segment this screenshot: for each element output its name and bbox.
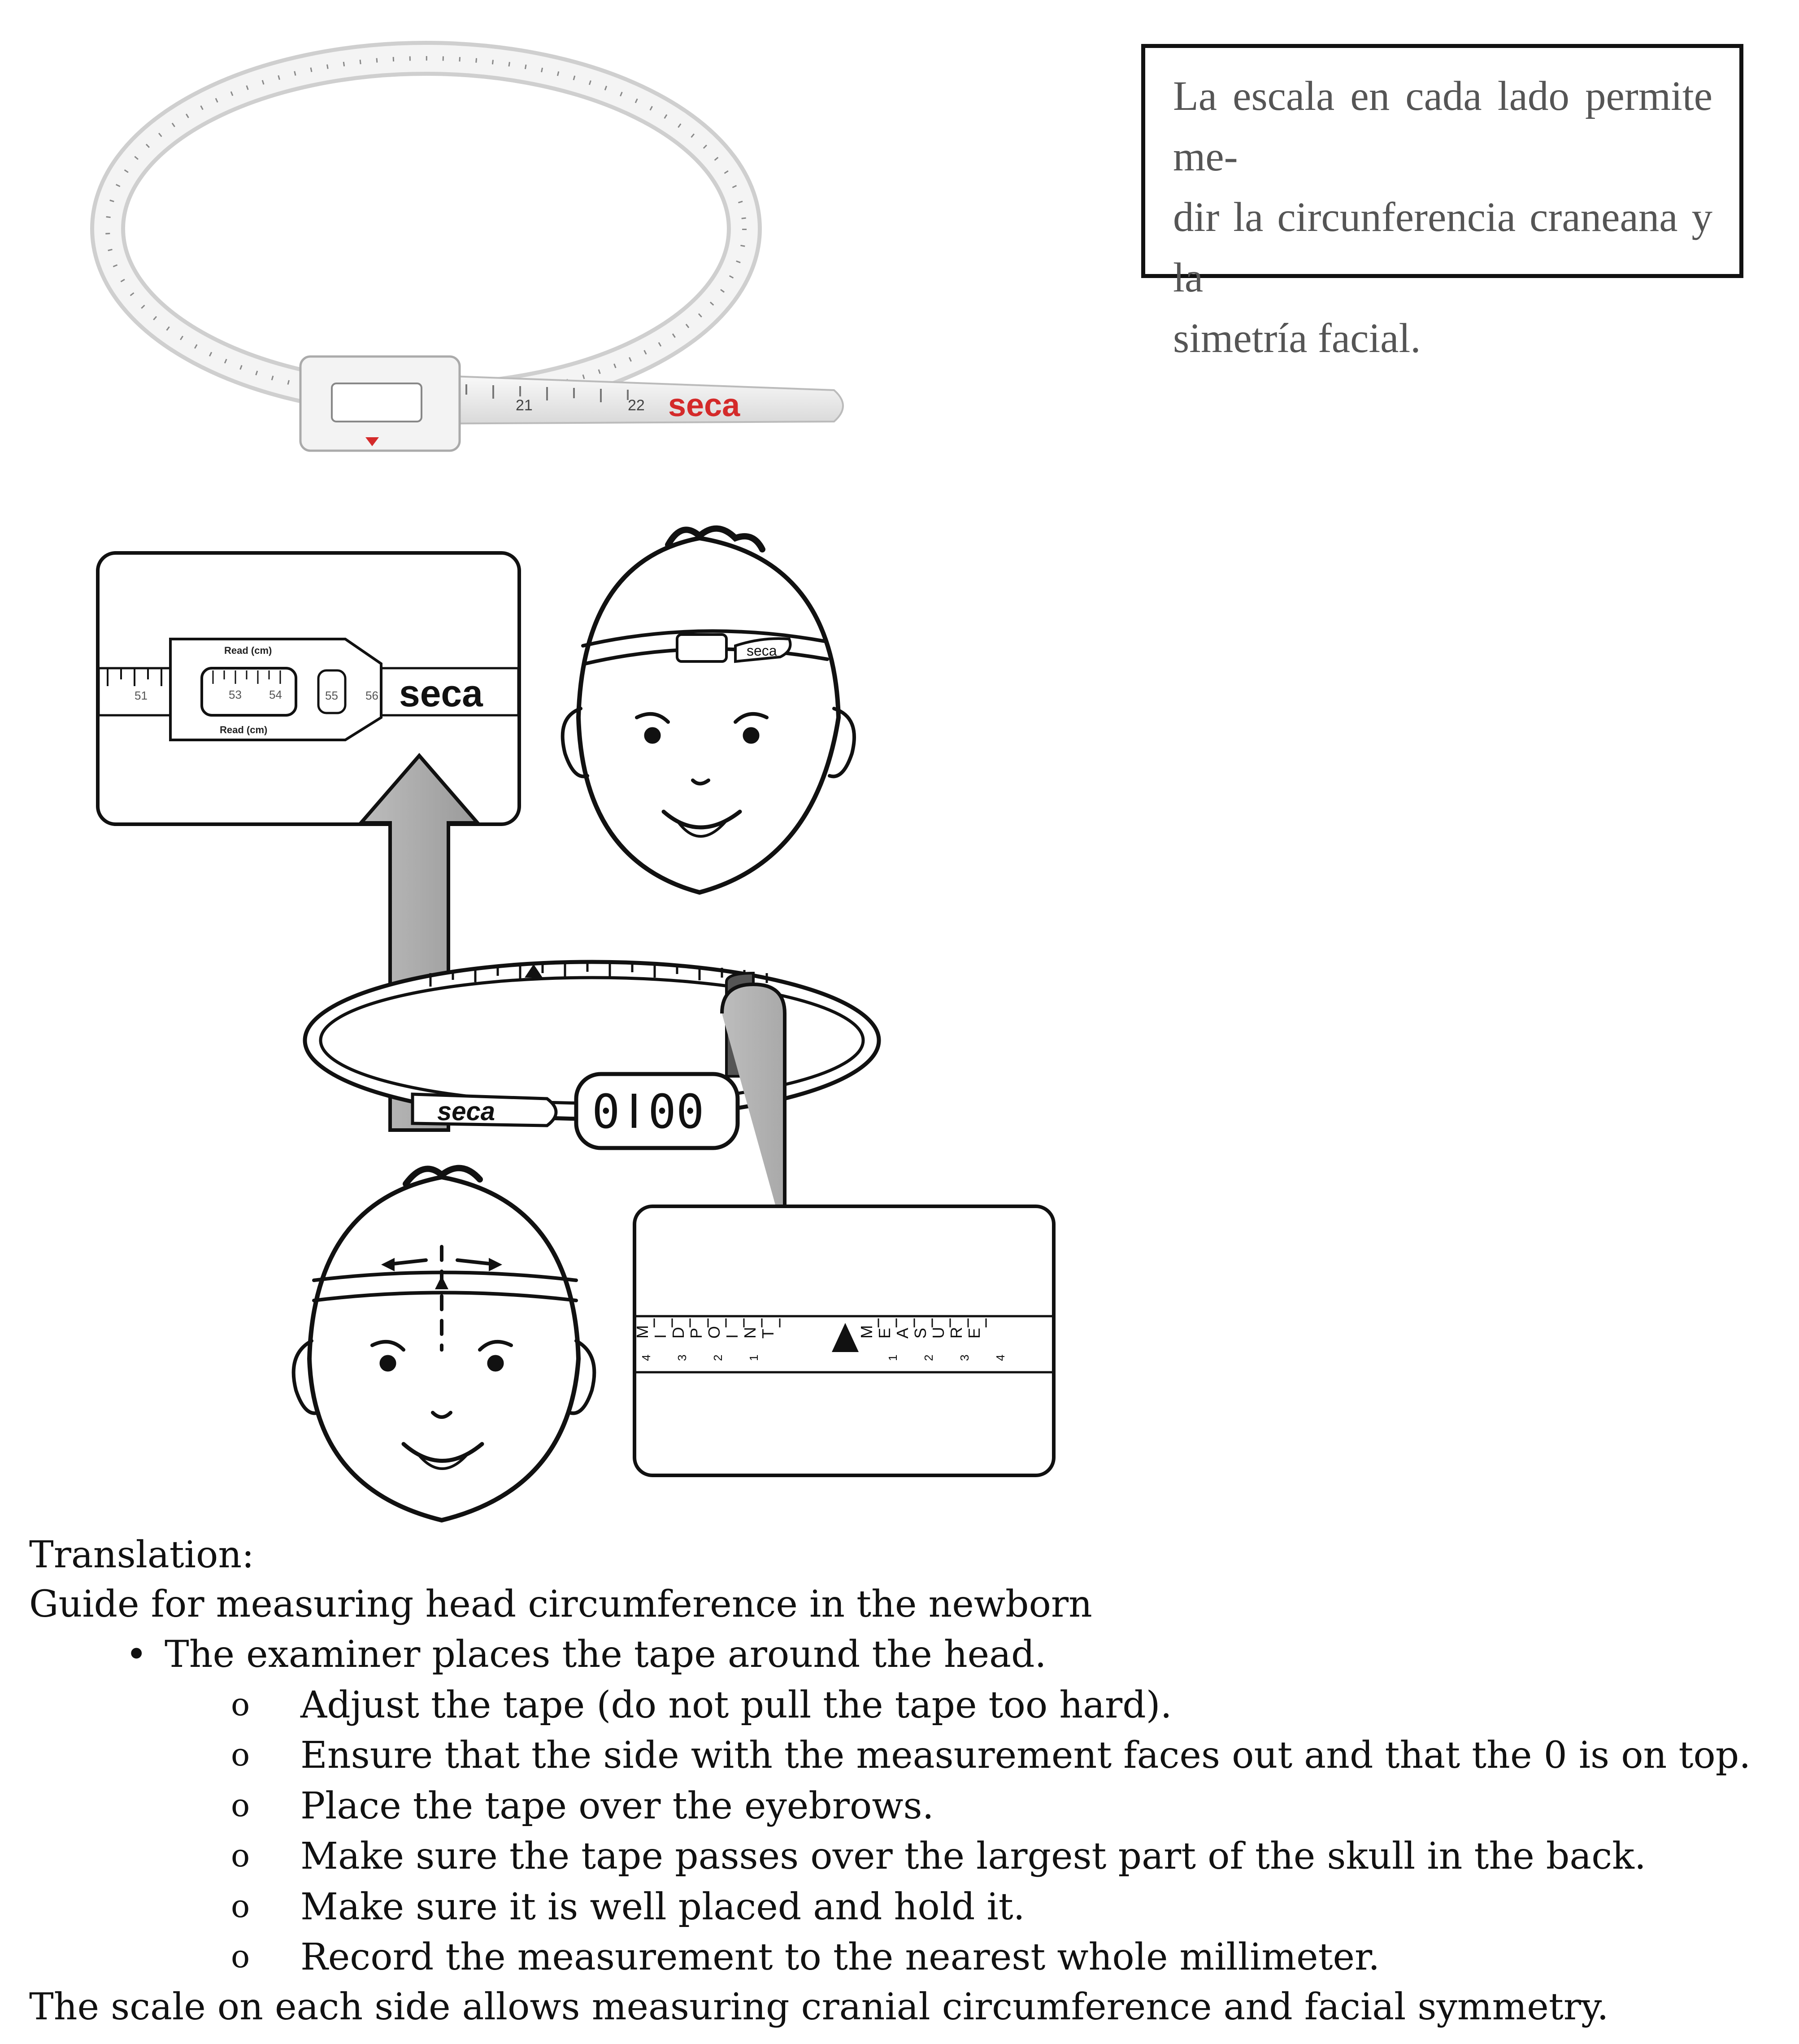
midpoint-box: [633, 1206, 1054, 1475]
midpoint-right-letter: E: [875, 1327, 894, 1339]
midpoint-number: 3: [675, 1354, 689, 1361]
loop-counter: 0ǀ00: [592, 1084, 704, 1139]
subitem-3: Place the tape over the eyebrows.: [300, 1785, 934, 1827]
midpoint-number: 4: [994, 1354, 1007, 1361]
bullet-item: The examiner places the tape around the head.: [165, 1633, 1047, 1676]
zoom-read-label-top: Read (cm): [224, 645, 272, 656]
midpoint-right-letter: M: [857, 1325, 876, 1339]
top-head-tape-brand: seca: [747, 643, 777, 659]
zoom-number-53: 53: [229, 688, 242, 701]
translation-title: Guide for measuring head circumference in the newborn: [29, 1583, 1092, 1626]
subitem-2: Ensure that the side with the measurement faces out and that the 0 is on top.: [300, 1734, 1751, 1777]
zoom-number-55: 55: [325, 689, 338, 702]
midpoint-left-letter: D: [669, 1327, 687, 1339]
baby-face-top: [563, 529, 854, 892]
translation-footer: The scale on each side allows measuring cranial circumference and facial symmetry.: [29, 1986, 1609, 2028]
zoom-read-label-bottom: Read (cm): [220, 724, 268, 735]
midpoint-right-letter: A: [893, 1327, 912, 1339]
midpoint-left-letter: I: [651, 1334, 669, 1339]
subitem-5: Make sure it is well placed and hold it.: [300, 1886, 1025, 1928]
tape-photo-brand: seca: [668, 387, 740, 423]
loop-brand: seca: [437, 1097, 495, 1126]
sub-marker: o: [231, 1787, 250, 1824]
zoom-number-56: 56: [365, 689, 378, 702]
midpoint-right-letter: S: [911, 1327, 930, 1339]
midpoint-number: 3: [958, 1354, 971, 1361]
midpoint-number: 1: [886, 1354, 900, 1361]
callout-line-2: dir la circunferencia craneana y la: [1173, 194, 1712, 301]
sub-marker: o: [231, 1938, 250, 1975]
subitem-1: Adjust the tape (do not pull the tape too hard).: [300, 1684, 1172, 1727]
sub-marker: o: [231, 1888, 250, 1925]
midpoint-left-letter: I: [723, 1334, 741, 1339]
zoom-number-51: 51: [135, 689, 148, 702]
tape-number-21: 21: [516, 397, 533, 414]
zoom-brand: seca: [399, 672, 483, 714]
midpoint-number: 1: [747, 1354, 760, 1361]
midpoint-number: 2: [922, 1354, 935, 1361]
sub-marker: o: [231, 1686, 250, 1723]
baby-face-bottom: [294, 1168, 595, 1520]
midpoint-right-letter: R: [947, 1327, 965, 1339]
midpoint-left-letter: O: [705, 1326, 723, 1339]
midpoint-left-letter: M: [633, 1325, 652, 1339]
bullet-marker: •: [126, 1633, 148, 1676]
midpoint-left-letter: P: [687, 1327, 705, 1339]
tape-number-22: 22: [628, 397, 645, 414]
sub-marker: o: [231, 1837, 250, 1874]
midpoint-left-letter: T: [759, 1329, 777, 1339]
tape-photo: [108, 58, 843, 451]
midpoint-right-letter: E: [965, 1327, 983, 1339]
subitem-4: Make sure the tape passes over the largest part of the skull in the back.: [300, 1835, 1646, 1878]
translation-heading: Translation:: [29, 1534, 254, 1576]
subitem-6: Record the measurement to the nearest whole millimeter.: [300, 1936, 1380, 1979]
zoom-box: [98, 553, 519, 824]
midpoint-right-letter: U: [929, 1327, 947, 1339]
sub-marker: o: [231, 1736, 250, 1773]
zoom-number-54: 54: [269, 688, 282, 701]
midpoint-left-letter: N: [741, 1327, 759, 1339]
midpoint-number: 4: [639, 1354, 653, 1361]
callout-line-1: La escala en cada lado permite me-: [1173, 73, 1712, 180]
midpoint-number: 2: [711, 1354, 725, 1361]
callout-line-3: simetría facial.: [1173, 315, 1421, 361]
